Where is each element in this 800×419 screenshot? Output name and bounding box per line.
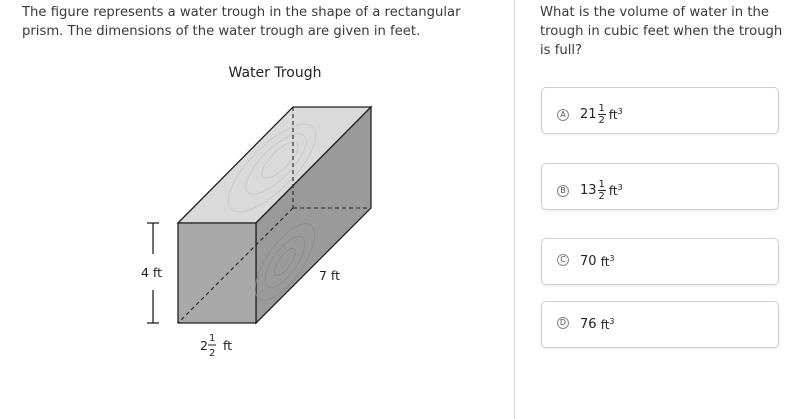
question-text: What is the volume of water in the trough in cubic feet when the trough is full? (540, 5, 783, 58)
choice-d-letter: D (557, 317, 569, 329)
choice-c-letter: C (557, 254, 569, 266)
width-label-whole: 2 (200, 338, 208, 353)
choice-a-answer: 21 $\frac{1}{2}$ $ft^3$ (580, 102, 623, 126)
answer-pane (515, 0, 800, 419)
choice-b[interactable] (541, 163, 779, 210)
choice-b-letter: B (557, 185, 569, 197)
width-label-numerator: 1 (209, 333, 216, 344)
height-label: 4 ft (141, 265, 163, 280)
choice-a-letter: A (557, 109, 569, 121)
width-label-denominator: 2 (209, 348, 216, 359)
choice-a[interactable] (541, 87, 779, 134)
choice-d-answer: 76 $ft^3$ (580, 316, 615, 332)
choice-b-answer: 13 $\frac{1}{2}$ $ft^3$ (580, 178, 623, 202)
choice-c[interactable] (541, 238, 779, 285)
figure-title: Water Trough (228, 65, 322, 81)
choice-d[interactable] (541, 301, 779, 348)
width-label (200, 333, 232, 359)
trough-front-face (178, 223, 256, 323)
choice-c-answer: 70 $ft^3$ (580, 253, 615, 269)
question-stem: The figure represents a water trough in the shape of a rectangular prism. The dimensions of the water trough are given in feet. (22, 5, 461, 39)
length-label: 7 ft (319, 268, 341, 283)
width-label-unit: ft (223, 338, 233, 353)
